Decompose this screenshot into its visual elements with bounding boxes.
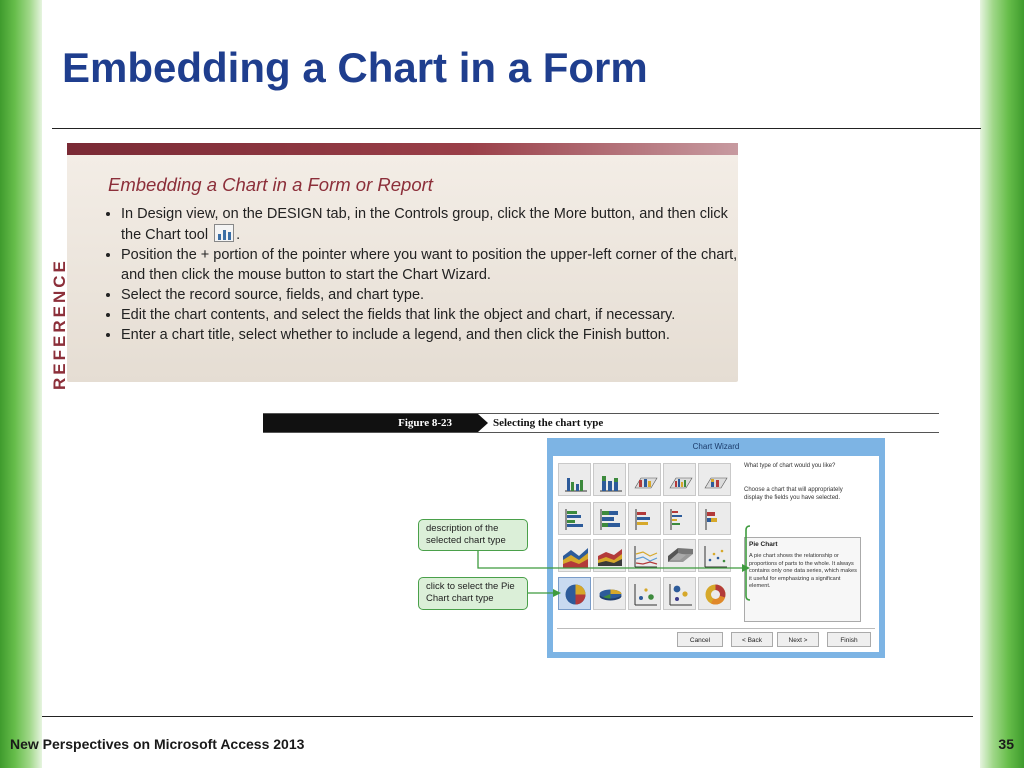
- footer-rule: [42, 716, 973, 717]
- reference-heading: Embedding a Chart in a Form or Report: [108, 174, 433, 195]
- wizard-instruction: Choose a chart that will appropriately display the fields you have selected.: [744, 487, 843, 501]
- back-button[interactable]: < Back: [731, 632, 773, 647]
- footer-text: New Perspectives on Microsoft Access 2013: [10, 736, 305, 752]
- next-button[interactable]: Next >: [777, 632, 819, 647]
- reference-step: • Edit the chart contents, and select the fields that link the object and chart, if necessary.: [121, 305, 746, 325]
- figure-number: Figure 8-23: [398, 417, 452, 429]
- pie-arrowhead: [553, 589, 561, 597]
- slide-title: Embedding a Chart in a Form: [62, 44, 648, 91]
- step-text: In Design view, on the DESIGN tab, in the Controls group, click the More button, and then click the Chart tool: [121, 206, 728, 243]
- reference-step: • Enter a chart title, select whether to include a legend, and then click the Finish button.: [121, 325, 746, 345]
- reference-side-label: REFERENCE: [50, 258, 69, 390]
- finish-button[interactable]: Finish: [827, 632, 871, 647]
- cancel-button[interactable]: Cancel: [677, 632, 723, 647]
- description-callout: description of the selected chart type: [418, 519, 528, 551]
- wizard-question: What type of chart would you like?: [744, 463, 836, 469]
- figure-caption: Selecting the chart type: [493, 417, 604, 429]
- wizard-title: Chart Wizard: [692, 442, 740, 451]
- selected-chart-name: Pie Chart: [749, 541, 778, 548]
- description-bracket: [746, 526, 750, 600]
- reference-step: • Select the record source, fields, and chart type.: [121, 285, 746, 305]
- selected-chart-description: A pie chart shows the relationship or proportions of parts to the whole. It always contains only one data series, which makes it useful for emphasizing a significant element.: [749, 553, 857, 589]
- pie-chart-callout: click to select the Pie Chart chart type: [418, 577, 528, 610]
- reference-step: • Position the + portion of the pointer where you want to position the upper-left corner of the chart, and then click the mouse button to start the Chart Wizard.: [121, 245, 746, 285]
- step-text-end: .: [236, 227, 241, 243]
- page-number: 35: [998, 736, 1014, 752]
- description-connector: [478, 551, 742, 568]
